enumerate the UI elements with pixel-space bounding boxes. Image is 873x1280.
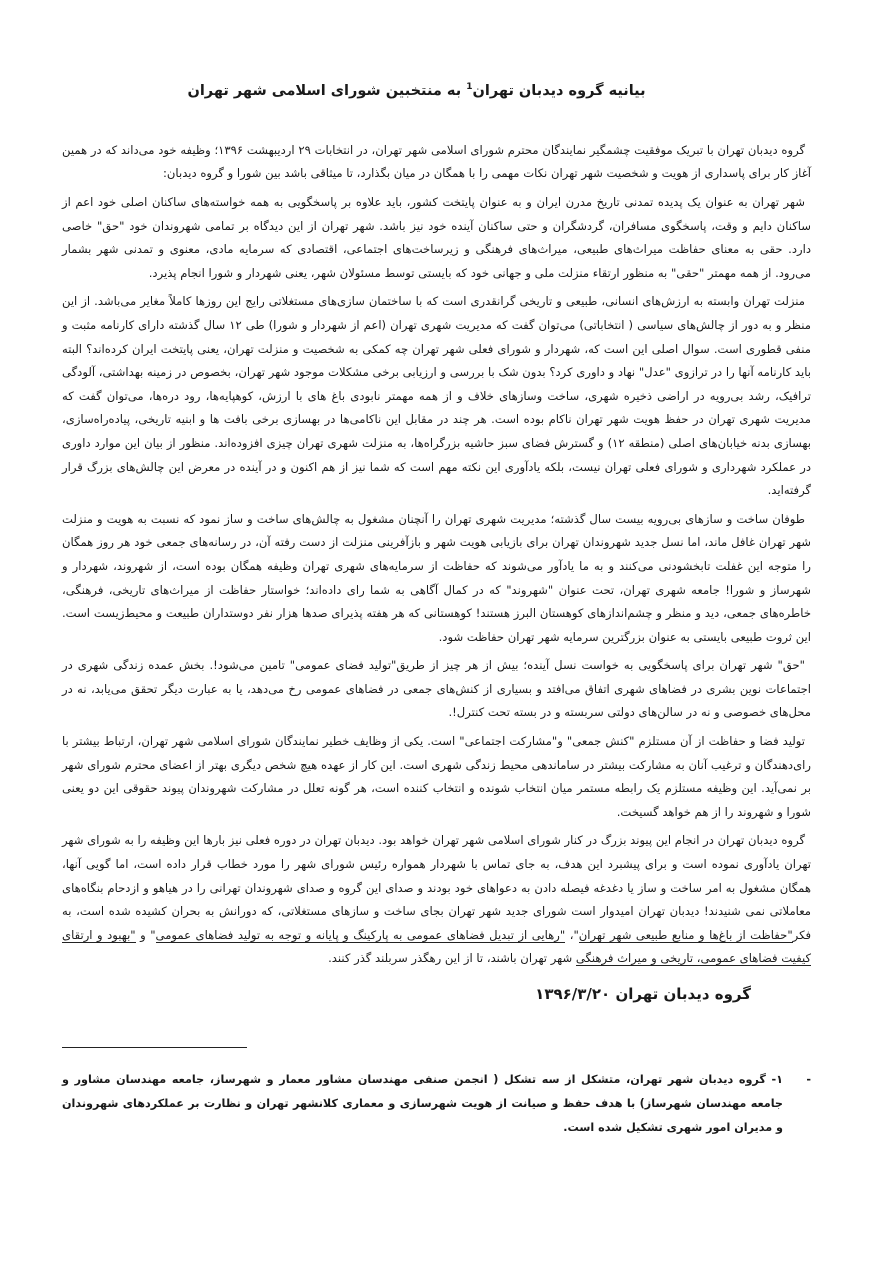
footnote <box>62 1068 811 1140</box>
footnote-text: ۱- گروه دیدبان شهر تهران، متشکل از سه تشکل ( انجمن صنفی مهندسان مشاور معمار و شهرساز، جامعه مهندسان مشاور و جامعه مهندسان شهرساز) با هدف حفظ و صیانت از هویت شهرسازی و معماری کلانشهر تهران و نظارت بر عملکردهای شهروندان و مدیران امور شهری تشکیل شده است. <box>62 1073 783 1135</box>
footnote-divider <box>62 1047 247 1048</box>
title-footnote-ref: 1 <box>466 82 473 92</box>
paragraph-final <box>62 829 811 971</box>
paragraph: منزلت تهران وابسته به ارزش‌های انسانی، طبیعی و تاریخی گرانقدری است که با ساختمان سازی‌های مستغلاتی رایج این روزها کاملاً مغایر می‌باشد. از این منظر و به دور از چالش‌های سیاسی ( انتخاباتی) می‌توان گفت که مدیریت شهری تهران (اعم از شهردار و شورا) طی ۱۲ سال گذشته دارای کارنامه مثبت و منفی قطوری است. سوال اصلی این است که، شهردار و شورای فعلی شهر تهران چه کمکی به شخصیت و منزلت تهران، یعنی پایتخت ایران کرده‌اند؟ البته باید کارنامه آنها را در ترازوی "عدل" نهاد و داوری کرد؟ بدون شک با بررسی و ارزیابی برخی مشکلات موجود شهر تهران، بخصوص در زمینه بهداشتی، آلودگی ترافیک، رشد بی‌رویه در اراضی ذخیره شهری، ساخت وسازهای خلاف و از همه مهمتر نابودی باغ های با ارزش، کوهپایه‌ها، رود دره‌ها، می‌توان گفت که مدیریت شهری تهران در حفظ هویت شهر تهران ناکام بوده است. هر چند در مقابل این ناکامی‌ها در بهسازی برخی بافت ها و ابنیه تاریخی، پیاده‌راه‌سازی، بهسازی بدنه خیابان‌های اصلی (منطقه ۱۲) و گسترش فضای سبز حاشیه بزرگراه‌ها، به منزلت شهری تهران چیزی افزوده‌اند. منظور از بیان این موارد داوری در عملکرد شهرداری و شورای فعلی تهران نیست، بلکه یادآوری این نکته مهم است که شما نیز از هم اکنون و در آینده در معرض این چالش‌های بزرگ قرار گرفته‌اید. <box>62 294 811 498</box>
title-text-rest: به منتخبین شورای اسلامی شهر تهران <box>187 82 462 99</box>
document-body <box>62 139 811 971</box>
signature: گروه دیدبان تهران ۱۳۹۶/۳/۲۰ <box>535 985 751 1004</box>
paragraph-text: " و <box>135 927 156 942</box>
document-title <box>62 82 811 99</box>
footnote-bullet: - <box>806 1073 811 1087</box>
paragraph: "حق" شهر تهران برای پاسخگویی به خواست نسل آینده؛ بیش از هر چیز از طریق"تولید فضای عمومی" تامین می‌شود!. بخش عمده زندگی شهری در اجتماعات نوین بشری در فضاهای شهری اتفاق می‌افتد و بسیاری از کنش‌های جمعی در فضاهای عمومی رخ می‌دهد، یا به عبارت دیگر تحقق می‌یابد، نه در محل‌های خصوصی و نه در سالن‌های دولتی سربسته و در بسته تحت کنترل!. <box>62 658 811 720</box>
paragraph: شهر تهران به عنوان یک پدیده تمدنی تاریخ مدرن ایران و به عنوان پایتخت کشور، باید علاوه بر پاسخگویی به همه خواسته‌های ساکنان اصلی خود اعم از ساکنان دایم و وقت، پاسخگوی مسافران، گردشگران و حتی ساکنان آینده خود نیز باشد. شهر تهران از این دیدگاه بر تمامی شهروندان خود "حق" خاصی دارد. حقی به معنای حفاظت میراث‌های طبیعی، میراث‌های فرهنگی و زیرساخت‌های اجتماعی، اقتصادی که سرمایه مادی، معنوی و تمدنی شهر بشمار می‌رود. از همه مهمتر "حقی" به منظور ارتقاء منزلت ملی و جهانی خود که بایستی توسط مسئولان شهر، یعنی شهردار و شورا انجام پذیرد. <box>62 195 811 280</box>
paragraph-text: گروه دیدبان تهران در انجام این پیوند بزرگ در کنار شورای اسلامی شهر تهران خواهد بود. دیدبان تهران در دوره فعلی نیز بارها این وظیفه را به شورای شهر تهران یادآوری نموده است و برای پیشبرد این هدف، به جای تماس با شهردار همواره رئیس شورای شهر را مورد خطاب قرار داده است، اما گویی آنها، همگان مشغول به امر ساخت و ساز یا دغدغه فیصله دادن به دعواهای خود بودند و صدای این گروه و صدای شهروندان تهرانی را در هیاهو و ازدحام بنگاه‌های معاملاتی نمی شنیدند! دیدبان تهران امیدوار است شورای جدید شهر تهران بجای ساخت و سازهای مستغلاتی، که دورانش به بحران کشیده شده است، به فکر <box>62 833 812 942</box>
underlined-phrase: "بهبود و ارتقای کیفیت فضاهای عمومی، تاریخی و میراث فرهنگی <box>62 927 811 966</box>
underlined-phrase: "رهایی از تبدیل فضاهای عمومی به پارکینگ و پایانه و توجه به تولید فضاهای عمومی <box>155 927 566 942</box>
paragraph-text: "، <box>565 927 579 942</box>
paragraph: تولید فضا و حفاظت از آن مستلزم "کنش جمعی" و"مشارکت اجتماعی" است. یکی از وظایف خطیر نمایندگان شورای اسلامی شهر تهران، ارتباط بیشتر با رای‌دهندگان و ترغیب آنان به مشارکت بیشتر در ساماندهی محیط زندگی شهری است. این کار از عهده هیچ شخص دیگری بهتر از اعضای محترم شورای شهر بر نمی‌آید. این وظیفه مستلزم یک رابطه مستمر میان انتخاب شونده و انتخاب کننده است، هر گونه تعلل در مشارکت شهروندان پیوند حقوقی این دو یعنی شورا و شهروند را از هم خواهد گسیخت. <box>62 734 811 819</box>
paragraph: طوفان ساخت و سازهای بی‌رویه بیست سال گذشته؛ مدیریت شهری تهران را آنچنان مشغول به چالش‌های ساخت و ساز نمود که نسبت به هویت و منزلت شهر تهران غافل ماند، اما نسل جدید شهروندان تهران برای بازیابی هویت شهر و بازآفرینی منزلت از دست رفته آن، در رسانه‌های جمعی خود هر روز همگان را متوجه این غفلت تابخشودنی می‌کنند و به ما یادآور می‌شوند که حفاظت از سرمایه‌های شهری تهران وظیفه همگان بوده است، از شهروند، شهردار و شهرساز و شورا! جامعه شهری تهران، تحت عنوان "شهروند" که در کمال آگاهی به شما رای داده‌اند؛ خواستار حفاظت از میراث‌های تاریخی، فرهنگی، خاطره‌های جمعی، دید و منظر و چشم‌اندازهای کوهستان البرز هستند! کوهستانی که هر هفته پذیرای صدها هزار نفر دوستداران طبیعت و محیط‌زیست است. این ثروت طبیعی بایستی به عنوان بزرگترین سرمایه شهر تهران حفاظت شود. <box>62 511 811 644</box>
paragraph: گروه دیدبان تهران با تبریک موفقیت چشمگیر نمایندگان محترم شورای اسلامی شهر تهران، در انتخابات ۲۹ اردیبهشت ۱۳۹۶؛ وظیفه خود می‌داند که در همین آغاز کار برای پاسداری از هویت و شخصیت شهر تهران نکات مهمی را با همگان در میان بگذارد، تا میثاقی باشد بین شورا و گروه دیدبان: <box>62 142 811 181</box>
underlined-phrase: "حفاظت از باغ‌ها و منابع طبیعی شهر تهران <box>578 927 793 942</box>
paragraph-text: شهر تهران باشند، تا از این رهگذر سربلند گذر کنند. <box>328 951 576 966</box>
title-text: بیانیه گروه دیدبان تهران <box>472 82 646 99</box>
